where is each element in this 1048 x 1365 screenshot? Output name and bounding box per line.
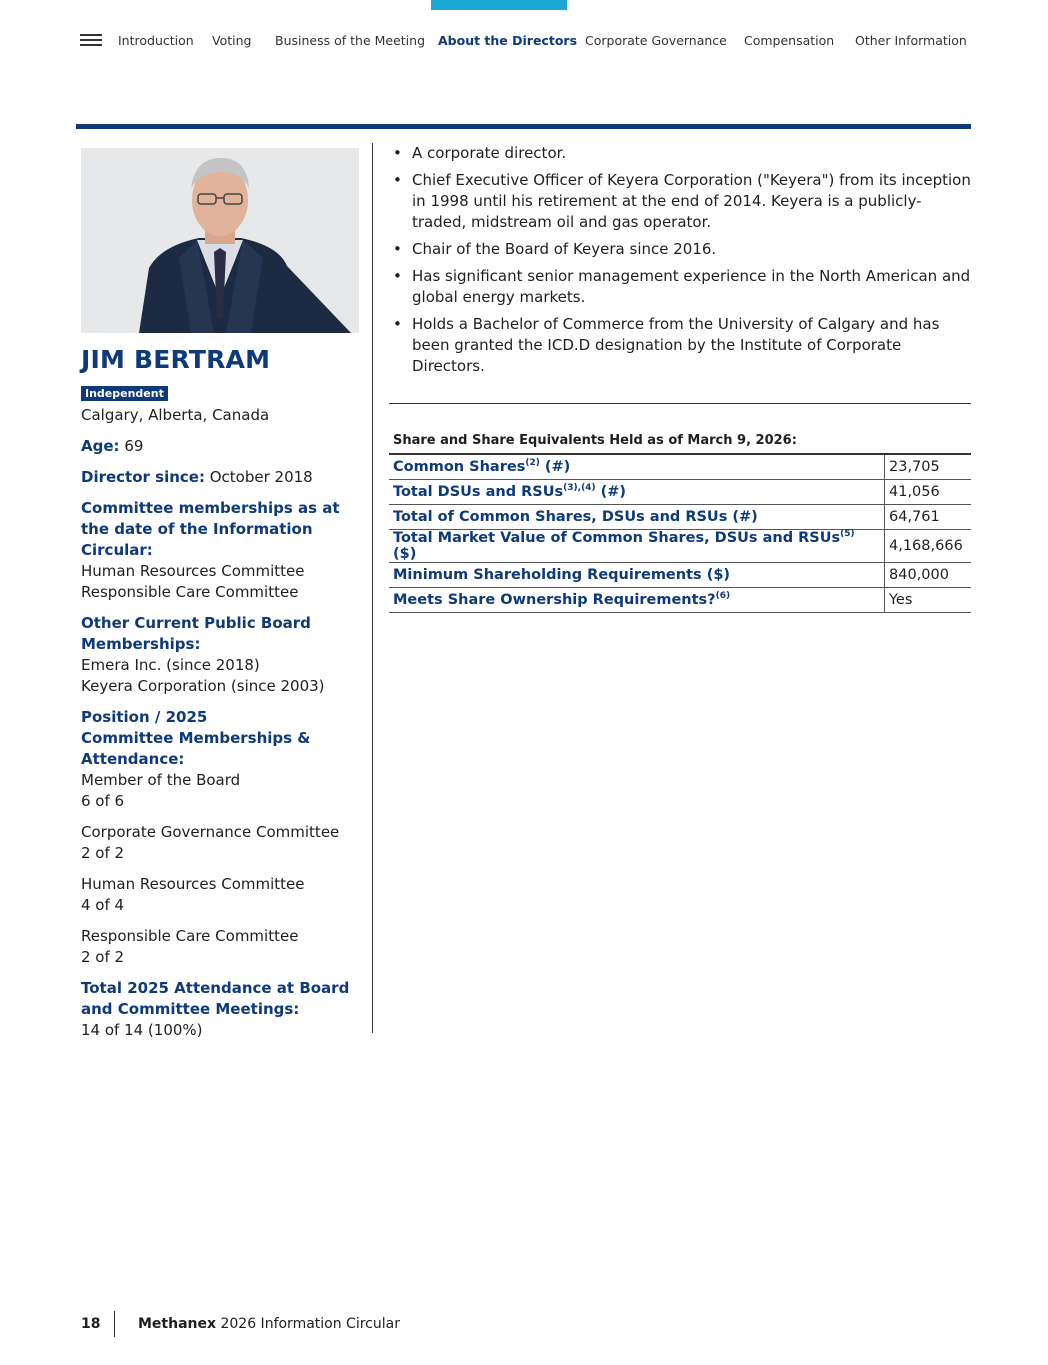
- attendance-block: [81, 707, 366, 812]
- bio-item: • A corporate director.: [393, 143, 971, 164]
- holdings-table: [389, 453, 971, 613]
- bio-item: • Chief Executive Officer of Keyera Corporation ("Keyera") from its inception in 1998 until his retirement at the end of 2014. Keyera is a publicly-traded, midstream oil and gas operator.: [393, 170, 971, 233]
- committee-item: Human Resources Committee: [81, 562, 305, 580]
- attendance-value: 4 of 4: [81, 896, 125, 914]
- nav-introduction[interactable]: Introduction: [118, 33, 194, 48]
- board-item: Emera Inc. (since 2018): [81, 656, 260, 674]
- section-rule: [76, 124, 971, 129]
- row-value: 64,761: [885, 504, 972, 529]
- attendance-name: Corporate Governance Committee: [81, 823, 340, 841]
- director-age: [81, 436, 366, 457]
- committee-item: Responsible Care Committee: [81, 583, 299, 601]
- attendance-item: [81, 874, 366, 916]
- position-label: Position / 2025: [81, 708, 208, 726]
- table-row: [389, 454, 971, 479]
- total-attendance-label: Total 2025 Attendance at Board and Committee Meetings:: [81, 979, 350, 1018]
- page-number: 18: [81, 1316, 101, 1332]
- bio-item: • Chair of the Board of Keyera since 2016.: [393, 239, 971, 260]
- nav-corporate-governance[interactable]: Corporate Governance: [585, 33, 727, 48]
- attendance-value: 2 of 2: [81, 844, 125, 862]
- director-name: JIM BERTRAM: [81, 345, 271, 374]
- table-row: [389, 587, 971, 612]
- director-since-value: October 2018: [209, 468, 313, 486]
- row-label: Minimum Shareholding Requirements ($): [389, 562, 885, 587]
- other-board-memberships-label: Other Current Public Board Memberships:: [81, 614, 311, 653]
- row-value: 41,056: [885, 479, 972, 504]
- row-label: Meets Share Ownership Requirements?$^{(6)}$: [389, 587, 885, 612]
- row-value: Yes: [885, 587, 972, 612]
- row-value: 840,000: [885, 562, 972, 587]
- director-since: [81, 467, 366, 488]
- nav-business-of-the-meeting[interactable]: Business of the Meeting: [275, 33, 425, 48]
- holdings-caption: Share and Share Equivalents Held as of March 9, 2026:: [393, 433, 797, 448]
- row-label: Common Shares$^{(2)}$ (#): [389, 454, 885, 479]
- biography-list: [393, 143, 971, 383]
- director-location: Calgary, Alberta, Canada: [81, 406, 270, 424]
- committee-memberships: [81, 498, 366, 603]
- bio-item: • Holds a Bachelor of Commerce from the University of Calgary and has been granted the ICD.D designation by the Institute of Corporate Directors.: [393, 314, 971, 377]
- board-item: Keyera Corporation (since 2003): [81, 677, 325, 695]
- nav-about-the-directors[interactable]: About the Directors: [438, 33, 578, 48]
- attendance-value: 2 of 2: [81, 948, 125, 966]
- director-details: [81, 405, 366, 1051]
- table-row: [389, 529, 971, 562]
- footer-separator: [114, 1311, 115, 1337]
- age-value: 69: [124, 437, 144, 455]
- top-navigation: [80, 32, 968, 52]
- attendance-name: Member of the Board: [81, 771, 241, 789]
- table-row: [389, 479, 971, 504]
- director-photo: [81, 148, 359, 333]
- attendance-value: 6 of 6: [81, 792, 125, 810]
- table-row: [389, 562, 971, 587]
- other-board-memberships: [81, 613, 366, 697]
- committee-memberships-label: Committee memberships as at the date of the Information Circular:: [81, 499, 340, 559]
- age-label: Age:: [81, 437, 120, 455]
- hamburger-menu-icon[interactable]: [80, 34, 102, 50]
- director-portrait-image: [81, 148, 359, 333]
- section-divider: [389, 403, 971, 404]
- company-name: Methanex: [138, 1316, 217, 1332]
- director-since-label: Director since:: [81, 468, 205, 486]
- total-attendance-value: 14 of 14 (100%): [81, 1021, 203, 1039]
- row-value: 23,705: [885, 454, 972, 479]
- column-divider: [372, 143, 373, 1033]
- attendance-label: Committee Memberships & Attendance:: [81, 729, 311, 768]
- row-label: Total DSUs and RSUs$^{(3),(4)}$ (#): [389, 479, 885, 504]
- publication-title: [138, 1316, 400, 1332]
- active-tab-indicator: [431, 0, 567, 10]
- attendance-name: Human Resources Committee: [81, 875, 305, 893]
- attendance-item: [81, 926, 366, 968]
- nav-compensation[interactable]: Compensation: [744, 33, 835, 48]
- table-row: [389, 504, 971, 529]
- independent-badge: Independent: [81, 386, 168, 401]
- bio-item: • Has significant senior management experience in the North American and global energy markets.: [393, 266, 971, 308]
- attendance-item: [81, 822, 366, 864]
- nav-other-information[interactable]: Other Information: [855, 33, 967, 48]
- row-label: Total Market Value of Common Shares, DSUs and RSUs$^{(5)}$ ($): [389, 529, 885, 562]
- attendance-name: Responsible Care Committee: [81, 927, 299, 945]
- total-attendance: [81, 978, 366, 1041]
- nav-voting[interactable]: Voting: [212, 33, 252, 48]
- row-value: 4,168,666: [885, 529, 972, 562]
- publication-name: 2026 Information Circular: [216, 1316, 400, 1332]
- row-label: Total of Common Shares, DSUs and RSUs (#): [389, 504, 885, 529]
